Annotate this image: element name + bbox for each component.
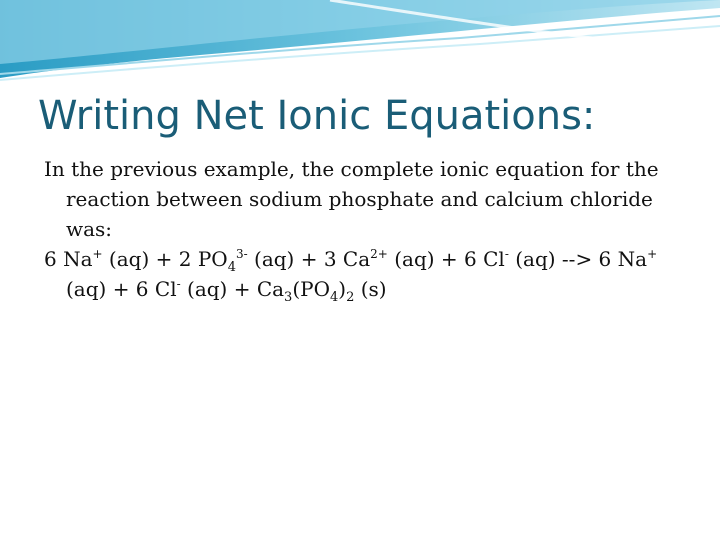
equation-subscript: 3: [284, 290, 293, 305]
equation-subscript: 2: [346, 290, 355, 305]
equation-subscript: 4: [227, 260, 236, 275]
equation-text: (aq) + 6 Cl: [66, 277, 177, 301]
equation-superscript: +: [92, 247, 103, 261]
ionic-equation: [44, 244, 684, 304]
equation-superscript: 3-: [235, 247, 248, 261]
equation-subscript: 4: [329, 290, 339, 305]
equation-text: ): [338, 277, 347, 301]
intro-paragraph: In the previous example, the complete ionic equation for the reaction between sodium phosphate and calcium chloride was:: [44, 157, 659, 241]
equation-superscript: -: [176, 277, 181, 291]
header-wave-decoration: [0, 0, 720, 90]
slide-title: Writing Net Ionic Equations:: [38, 93, 596, 139]
slide-body: [44, 154, 684, 304]
equation-text: (aq) + 3 Ca: [247, 247, 371, 271]
equation-text: (aq) + 6 Cl: [387, 247, 505, 271]
equation-text: (s): [354, 277, 387, 301]
equation-text: (aq) --> 6 Na: [508, 247, 648, 271]
equation-text: (PO: [292, 277, 330, 301]
equation-superscript: +: [647, 247, 658, 261]
equation-text: (aq) + 2 PO: [102, 247, 228, 271]
equation-superscript: -: [504, 247, 509, 261]
equation-text: 6 Na: [44, 247, 93, 271]
equation-superscript: 2+: [370, 247, 388, 261]
equation-text: (aq) + Ca: [180, 277, 285, 301]
